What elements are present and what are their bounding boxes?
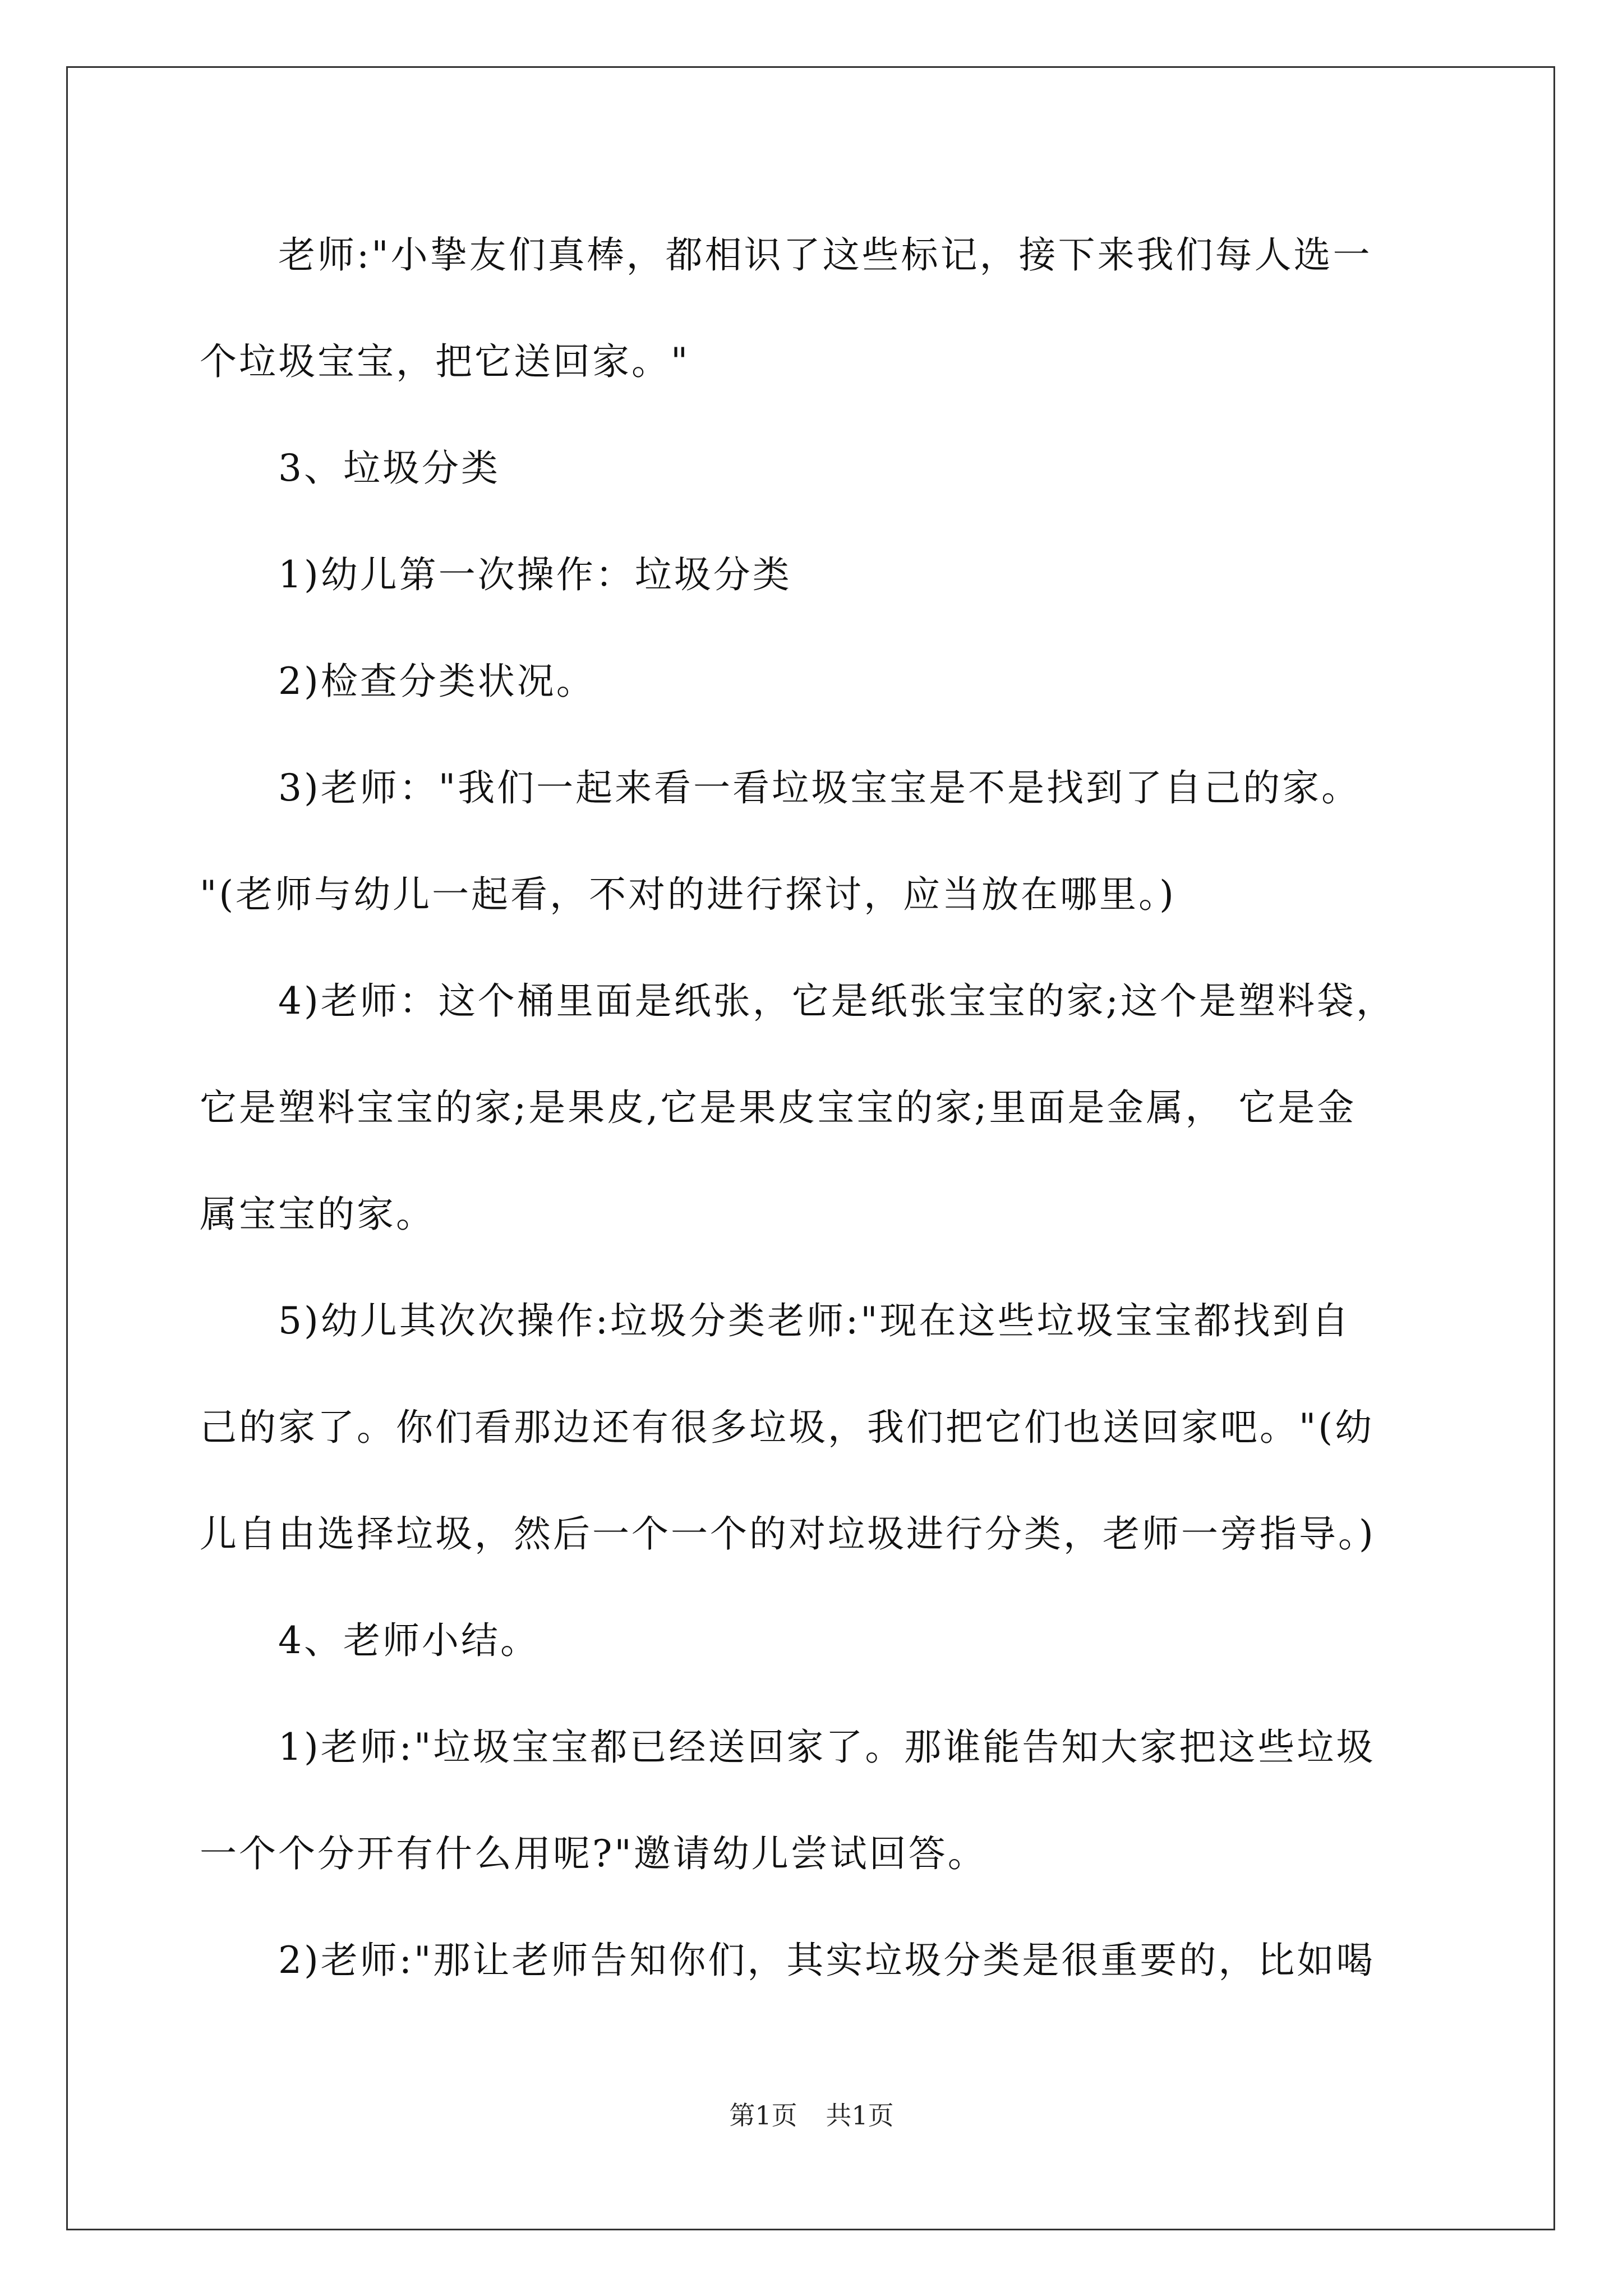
text-line: 老师:"小挚友们真棒，都相识了这些标记，接下来我们每人选一 bbox=[278, 233, 1372, 277]
text-line: 2)检查分类状况。 bbox=[278, 660, 596, 703]
page-total: 共1页 bbox=[826, 2100, 894, 2131]
text-line: 3)老师："我们一起来看一看垃圾宝宝是不是找到了自己的家。 bbox=[278, 766, 1361, 809]
text-line: 一个个分开有什么用呢?"邀请幼儿尝试回答。 bbox=[200, 1832, 987, 1875]
text-line: 1)老师:"垃圾宝宝都已经送回家了。那谁能告知大家把这些垃圾 bbox=[278, 1726, 1376, 1769]
document-body bbox=[200, 202, 1433, 2014]
text-line: 属宝宝的家。 bbox=[200, 1193, 435, 1236]
text-line: "(老师与幼儿一起看，不对的进行探讨，应当放在哪里。) bbox=[200, 873, 1176, 916]
text-line: 2)老师:"那让老师告知你们，其实垃圾分类是很重要的，比如喝 bbox=[278, 1939, 1376, 1982]
text-line: 己的家了。你们看那边还有很多垃圾，我们把它们也送回家吧。"(幼 bbox=[200, 1406, 1375, 1449]
text-line: 它是塑料宝宝的家;是果皮,它是果皮宝宝的家;里面是金属， 它是金 bbox=[200, 1086, 1357, 1129]
text-line: 4)老师：这个桶里面是纸张，它是纸张宝宝的家;这个是塑料袋， bbox=[278, 979, 1395, 1023]
page-number: 第1页 bbox=[729, 2100, 797, 2131]
text-line: 儿自由选择垃圾，然后一个一个的对垃圾进行分类，老师一旁指导。) bbox=[200, 1512, 1376, 1556]
section-heading: 3、垃圾分类 bbox=[278, 447, 500, 490]
text-line: 1)幼儿第一次操作：垃圾分类 bbox=[278, 553, 792, 596]
text-line: 5)幼儿其次次操作:垃圾分类老师:"现在这些垃圾宝宝都找到自 bbox=[278, 1299, 1351, 1342]
text-line: 个垃圾宝宝，把它送回家。" bbox=[200, 340, 690, 383]
section-heading: 4、老师小结。 bbox=[278, 1619, 540, 1662]
page-footer bbox=[0, 2095, 1623, 2132]
